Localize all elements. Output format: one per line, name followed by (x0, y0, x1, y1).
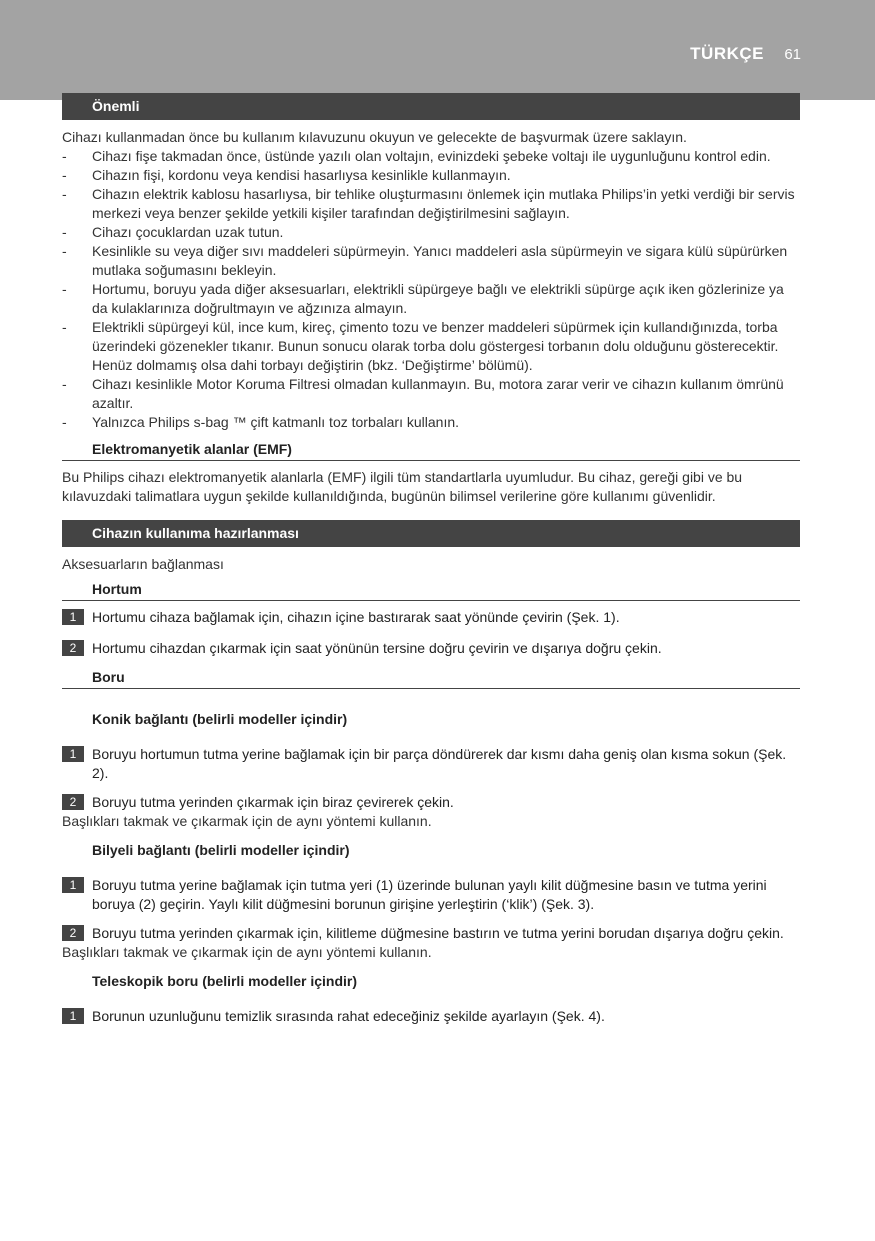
step-number: 2 (62, 794, 84, 810)
step-text: Hortumu cihaza bağlamak için, cihazın içine bastırarak saat yönünde çevirin (Şek. 1). (92, 609, 620, 625)
step-text: Boruyu tutma yerinden çıkarmak için, kilitleme düğmesine bastırın ve tutma yerini borudan dışarıya doğru çekin. (92, 925, 784, 941)
section-heading-onemli: Önemli (62, 93, 800, 120)
section-heading-hazirlama: Cihazın kullanıma hazırlanması (62, 520, 800, 547)
page-number: 61 (784, 46, 801, 63)
hazirlama-intro: Aksesuarların bağlanması (62, 556, 224, 572)
list-item: - Elektrikli süpürgeyi kül, ince kum, kireç, çimento tozu ve benzer maddeleri süpürmek için kullandığınızda, torba üzerindeki gözenekler tıkanır. Bunun sonucu olarak torba dolu göstergesi torbanın dolu olduğunu gösterecektir. Henüz dolmamış olsa dahi torbayı değiştirin (bkz. ‘Değiştirme’ bölümü). (62, 318, 800, 375)
step-text: Boruyu hortumun tutma yerine bağlamak için bir parça döndürerek dar kısmı daha geniş olan kısma sokun (Şek. 2). (92, 746, 787, 781)
step-number: 1 (62, 609, 84, 625)
step-text: Boruyu tutma yerinden çıkarmak için biraz çevirerek çekin. (92, 794, 454, 810)
document-body (62, 93, 800, 1026)
step-item (62, 639, 800, 658)
list-item: - Cihazı çocuklardan uzak tutun. (62, 223, 800, 242)
step-text: Hortumu cihazdan çıkarmak için saat yönünün tersine doğru çevirin ve dışarıya doğru çekin. (92, 640, 662, 656)
language-label: TÜRKÇE (690, 44, 764, 63)
subheading-boru: Boru (62, 668, 800, 689)
step-item (62, 924, 800, 943)
subheading-konik: Konik bağlantı (belirli modeller içindir) (92, 711, 348, 727)
list-item: - Cihazın elektrik kablosu hasarlıysa, bir tehlike oluşturmasını önlemek için mutlaka Philips’in yetki verdiği bir servis merkezi veya benzer şekilde yetkili kişiler tarafından değiştirilmesini sağlayın. (62, 185, 800, 223)
konik-note: Başlıkları takmak ve çıkarmak için de aynı yöntemi kullanın. (62, 813, 432, 829)
page-header-band (0, 0, 875, 100)
list-item: - Yalnızca Philips s-bag ™ çift katmanlı toz torbaları kullanın. (62, 413, 800, 432)
step-item (62, 876, 800, 914)
step-text: Boruyu tutma yerine bağlamak için tutma yeri (1) üzerinde bulunan yaylı kilit düğmesine basın ve tutma yerini boruya (2) geçirin. Yaylı kilit düğmesini borunun girişine yerleştirin (‘klik’) (Şek. 3). (92, 877, 767, 912)
bilyeli-note: Başlıkları takmak ve çıkarmak için de aynı yöntemi kullanın. (62, 944, 432, 960)
step-number: 1 (62, 1008, 84, 1024)
step-item (62, 793, 800, 812)
list-item: - Hortumu, boruyu yada diğer aksesuarları, elektrikli süpürgeye bağlı ve elektrikli süpürge açık iken gözlerinize ya da kulaklarınıza doğrultmayın ve ağzınıza almayın. (62, 280, 800, 318)
list-item: - Cihazı fişe takmadan önce, üstünde yazılı olan voltajın, evinizdeki şebeke voltajı ile uygunluğunu kontrol edin. (62, 147, 800, 166)
step-item (62, 608, 800, 627)
step-number: 1 (62, 877, 84, 893)
onemli-list (62, 147, 800, 432)
subheading-hortum: Hortum (62, 580, 800, 601)
emf-text: Bu Philips cihazı elektromanyetik alanlarla (EMF) ilgili tüm standartlarla uyumludur. Bu cihaz, gereği gibi ve bu kılavuzdaki talimatlara uygun şekilde kullanıldığında, bugünün bilimsel verilerine göre kullanımı güvenlidir. (62, 469, 743, 504)
step-number: 2 (62, 925, 84, 941)
step-number: 1 (62, 746, 84, 762)
onemli-intro: Cihazı kullanmadan önce bu kullanım kılavuzunu okuyun ve gelecekte de başvurmak üzere saklayın. (62, 129, 687, 145)
step-item (62, 745, 800, 783)
list-item: - Cihazın fişi, kordonu veya kendisi hasarlıysa kesinlikle kullanmayın. (62, 166, 800, 185)
list-item: - Cihazı kesinlikle Motor Koruma Filtresi olmadan kullanmayın. Bu, motora zarar verir ve cihazın kullanım ömrünü azaltır. (62, 375, 800, 413)
step-number: 2 (62, 640, 84, 656)
subheading-bilyeli: Bilyeli bağlantı (belirli modeller içindir) (92, 842, 350, 858)
subheading-teleskopik: Teleskopik boru (belirli modeller içindir) (92, 973, 358, 989)
subheading-emf: Elektromanyetik alanlar (EMF) (62, 440, 800, 461)
step-item (62, 1007, 800, 1026)
step-text: Borunun uzunluğunu temizlik sırasında rahat edeceğiniz şekilde ayarlayın (Şek. 4). (92, 1008, 605, 1024)
list-item: - Kesinlikle su veya diğer sıvı maddeleri süpürmeyin. Yanıcı maddeleri asla süpürmeyin ve sigara külü süpürürken mutlaka soğumasını bekleyin. (62, 242, 800, 280)
